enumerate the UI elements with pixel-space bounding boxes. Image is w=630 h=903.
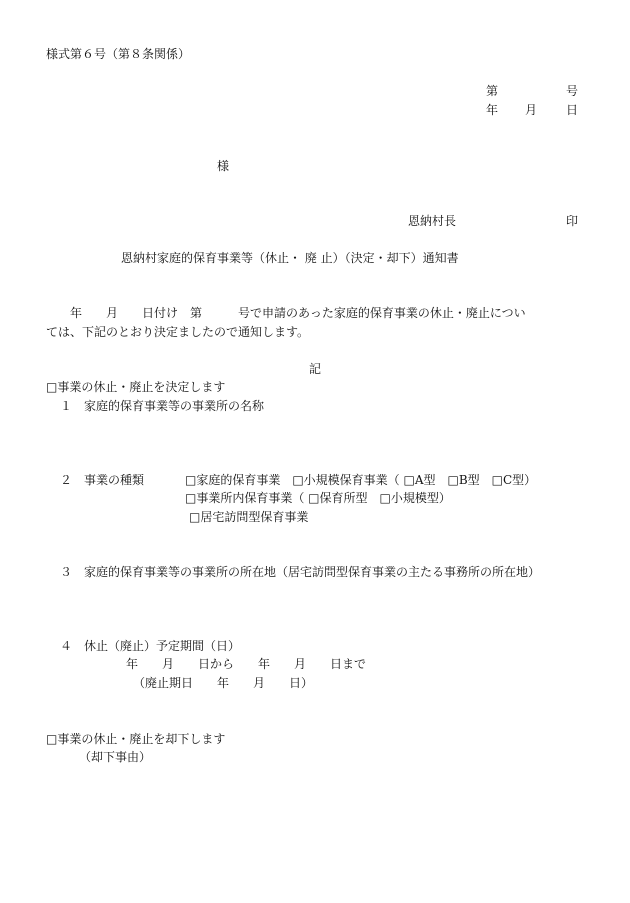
body-line-1: 年 月 日付け 第 号で申請のあった家庭的保育事業の休止・廃止につい (46, 306, 526, 320)
decision-checkbox-heading: □事業の休止・廃止を決定します (46, 380, 226, 394)
item1-facility-name-label: １ 家庭的保育事業等の事業所の名称 (60, 399, 265, 413)
date-month-label: 月 (525, 103, 538, 117)
rejection-reason-label: （却下事由） (79, 750, 152, 764)
form-number: 様式第６号（第８条関係） (46, 47, 191, 61)
body-line-2: ては、下記のとおり決定ましたので通知します。 (46, 325, 310, 339)
doc-number-prefix: 第 (486, 84, 499, 98)
item2-option-line-3: □居宅訪問型保育事業 (189, 510, 309, 524)
date-year-label: 年 (486, 103, 499, 117)
issuer-name: 恩納村長 (408, 214, 457, 228)
document-title: 恩納村家庭的保育事業等（休止・ 廃 止）（決定・却下）通知書 (121, 251, 459, 265)
item2-option-line-1: □家庭的保育事業 □小規模保育事業（ □A型 □B型 □C型） (185, 473, 537, 487)
item4-period-range: 年 月 日から 年 月 日まで (126, 657, 367, 671)
item3-facility-address-label: ３ 家庭的保育事業等の事業所の所在地（居宅訪問型保育事業の主たる事務所の所在地） (60, 565, 541, 579)
ki-heading: 記 (309, 362, 322, 376)
item4-suspension-period-label: ４ 休止（廃止）予定期間（日） (60, 639, 241, 653)
item2-business-type-label: ２ 事業の種類 (60, 473, 145, 487)
doc-number-suffix: 号 (566, 84, 579, 98)
rejection-checkbox-heading: □事業の休止・廃止を却下します (46, 732, 226, 746)
item2-option-line-2: □事業所内保育事業（ □保育所型 □小規模型） (185, 491, 451, 505)
date-day-label: 日 (566, 103, 579, 117)
seal-mark: 印 (566, 214, 579, 228)
addressee-honorific: 様 (217, 159, 230, 173)
item4-abolish-date: （廃止期日 年 月 日） (133, 676, 314, 690)
